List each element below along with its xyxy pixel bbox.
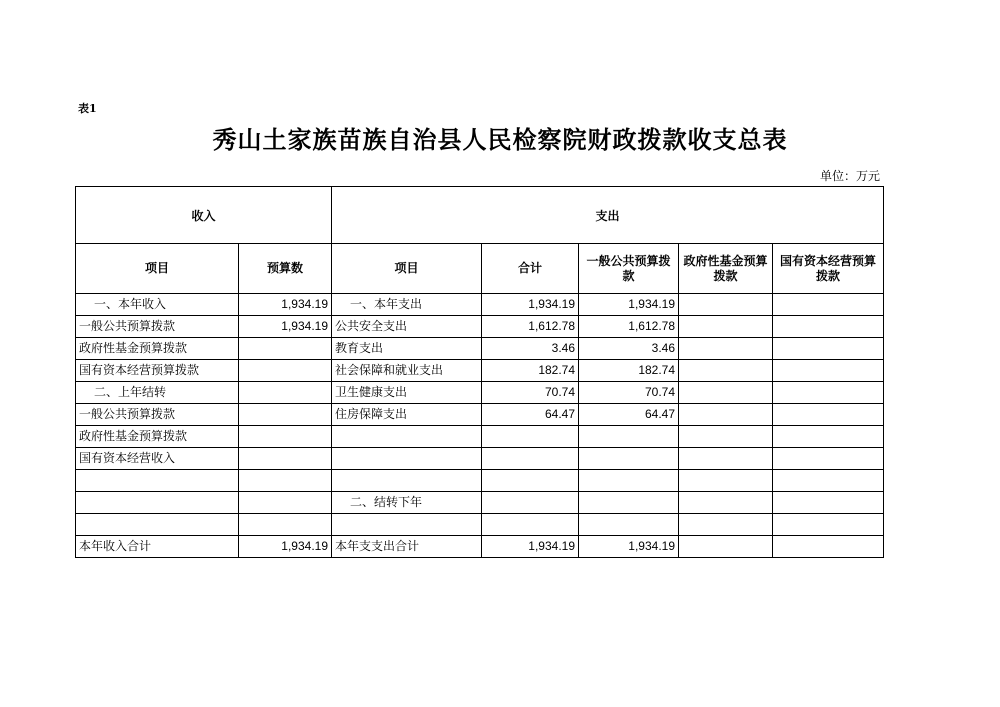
table-cell: 二、上年结转 <box>76 382 239 404</box>
table-cell <box>679 448 773 470</box>
table-row <box>76 294 884 316</box>
table-cell <box>773 338 884 360</box>
table-cell <box>773 514 884 536</box>
table-cell: 70.74 <box>579 382 679 404</box>
table-cell <box>76 492 239 514</box>
table-cell <box>239 514 332 536</box>
table-cell <box>679 514 773 536</box>
table-row <box>76 360 884 382</box>
table-cell <box>239 382 332 404</box>
table-cell <box>679 492 773 514</box>
table-cell <box>579 514 679 536</box>
table-cell <box>482 492 579 514</box>
table-row <box>76 536 884 558</box>
table-cell: 国有资本经营收入 <box>76 448 239 470</box>
budget-table <box>75 186 884 558</box>
table-row <box>76 426 884 448</box>
table-cell <box>482 448 579 470</box>
table-cell <box>76 514 239 536</box>
table-cell: 教育支出 <box>332 338 482 360</box>
table-cell <box>332 448 482 470</box>
table-cell <box>773 404 884 426</box>
table-cell: 64.47 <box>579 404 679 426</box>
table-cell <box>773 294 884 316</box>
table-cell <box>679 294 773 316</box>
table-label: 表1 <box>78 102 97 115</box>
table-cell: 二、结转下年 <box>332 492 482 514</box>
table-cell <box>679 316 773 338</box>
table-cell: 政府性基金预算拨款 <box>76 426 239 448</box>
table-row <box>76 492 884 514</box>
table-cell: 本年支支出合计 <box>332 536 482 558</box>
table-cell <box>482 426 579 448</box>
table-cell: 政府性基金预算拨款 <box>76 338 239 360</box>
table-cell <box>773 426 884 448</box>
col-income-budget: 预算数 <box>239 244 332 294</box>
col-state-capital: 国有资本经营预算拨款 <box>773 244 884 294</box>
page-title: 秀山土家族苗族自治县人民检察院财政拨款收支总表 <box>212 125 788 154</box>
table-cell <box>773 536 884 558</box>
table-cell: 64.47 <box>482 404 579 426</box>
table-cell <box>679 404 773 426</box>
table-cell: 1,934.19 <box>239 316 332 338</box>
table-cell: 公共安全支出 <box>332 316 482 338</box>
table-cell: 住房保障支出 <box>332 404 482 426</box>
table-cell <box>239 470 332 492</box>
table-cell: 1,934.19 <box>482 294 579 316</box>
table-cell: 1,934.19 <box>579 294 679 316</box>
table-cell <box>679 338 773 360</box>
table-cell: 1,934.19 <box>239 536 332 558</box>
table-cell <box>679 426 773 448</box>
table-row <box>76 316 884 338</box>
table-cell: 一、本年支出 <box>332 294 482 316</box>
table-cell: 1,934.19 <box>482 536 579 558</box>
table-cell <box>239 360 332 382</box>
table-cell <box>773 382 884 404</box>
table-cell <box>773 316 884 338</box>
table-cell <box>679 382 773 404</box>
table-cell <box>332 514 482 536</box>
table-cell: 国有资本经营预算拨款 <box>76 360 239 382</box>
table-cell <box>679 470 773 492</box>
table-cell <box>579 470 679 492</box>
table-cell: 一、本年收入 <box>76 294 239 316</box>
col-income-item: 项目 <box>76 244 239 294</box>
table-cell <box>679 536 773 558</box>
table-cell: 社会保障和就业支出 <box>332 360 482 382</box>
table-cell <box>239 404 332 426</box>
table-cell: 182.74 <box>579 360 679 382</box>
table-cell: 一般公共预算拨款 <box>76 316 239 338</box>
table-row <box>76 448 884 470</box>
table-cell: 3.46 <box>579 338 679 360</box>
income-header: 收入 <box>76 187 332 244</box>
col-gov-fund: 政府性基金预算拨款 <box>679 244 773 294</box>
table-cell: 1,934.19 <box>579 536 679 558</box>
table-cell <box>773 448 884 470</box>
unit-label: 单位：万元 <box>819 169 880 183</box>
table-cell: 1,934.19 <box>239 294 332 316</box>
table-cell: 卫生健康支出 <box>332 382 482 404</box>
table-row <box>76 338 884 360</box>
table-cell <box>332 426 482 448</box>
header-column-row <box>76 244 884 294</box>
table-cell <box>239 448 332 470</box>
table-row <box>76 382 884 404</box>
col-expense-item: 项目 <box>332 244 482 294</box>
table-cell <box>76 470 239 492</box>
table-row <box>76 470 884 492</box>
table-cell <box>239 426 332 448</box>
expense-header: 支出 <box>332 187 884 244</box>
table-cell <box>579 448 679 470</box>
table-cell: 本年收入合计 <box>76 536 239 558</box>
table-cell <box>773 360 884 382</box>
table-cell: 一般公共预算拨款 <box>76 404 239 426</box>
table-cell: 182.74 <box>482 360 579 382</box>
col-total: 合计 <box>482 244 579 294</box>
table-cell <box>679 360 773 382</box>
table-cell <box>239 492 332 514</box>
header-group-row <box>76 187 884 244</box>
table-cell <box>579 426 679 448</box>
table-cell <box>482 470 579 492</box>
table-cell: 1,612.78 <box>482 316 579 338</box>
table-cell <box>773 492 884 514</box>
col-general-budget: 一般公共预算拨款 <box>579 244 679 294</box>
table-row <box>76 514 884 536</box>
table-cell <box>773 470 884 492</box>
table-cell: 70.74 <box>482 382 579 404</box>
table-cell <box>332 470 482 492</box>
table-cell <box>579 492 679 514</box>
table-cell <box>239 338 332 360</box>
table-cell: 1,612.78 <box>579 316 679 338</box>
table-row <box>76 404 884 426</box>
table-cell <box>482 514 579 536</box>
table-cell: 3.46 <box>482 338 579 360</box>
